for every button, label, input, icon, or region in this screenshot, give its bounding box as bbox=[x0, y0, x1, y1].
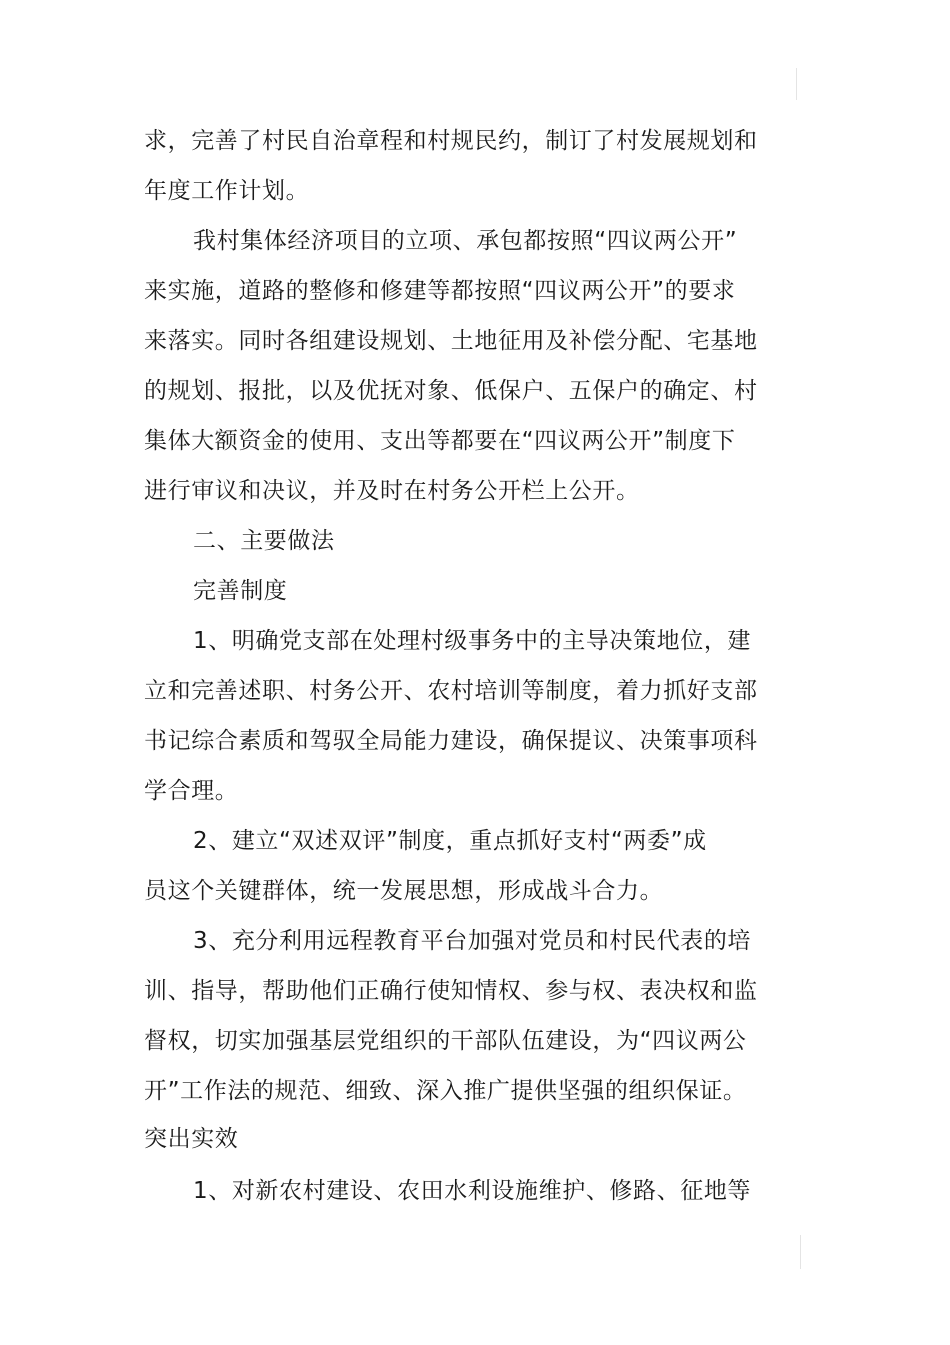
page-margin-mark-bottom bbox=[800, 1235, 801, 1269]
paragraph-start-line: 2、建立“双述双评”制度，重点抓好支村“两委”成 bbox=[193, 828, 707, 854]
body-text-line: 的规划、报批，以及优抚对象、低保户、五保户的确定、村 bbox=[144, 378, 758, 404]
paragraph-start-line: 我村集体经济项目的立项、承包都按照“四议两公开” bbox=[193, 228, 738, 254]
paragraph-start-line: 3、充分利用远程教育平台加强对党员和村民代表的培 bbox=[193, 928, 752, 954]
body-text-line: 求，完善了村民自治章程和村规民约，制订了村发展规划和 bbox=[144, 128, 758, 154]
body-text-line: 年度工作计划。 bbox=[144, 178, 310, 204]
page-margin-mark-top bbox=[796, 68, 797, 100]
subsection-heading: 完善制度 bbox=[193, 578, 288, 604]
body-text-line: 进行审议和决议，并及时在村务公开栏上公开。 bbox=[144, 478, 640, 504]
subsection-heading: 突出实效 bbox=[144, 1126, 239, 1152]
body-text-line: 训、指导，帮助他们正确行使知情权、参与权、表决权和监 bbox=[144, 978, 758, 1004]
section-heading: 二、主要做法 bbox=[193, 528, 335, 554]
paragraph-start-line: 1、对新农村建设、农田水利设施维护、修路、征地等 bbox=[193, 1178, 752, 1204]
body-text-line: 来实施，道路的整修和修建等都按照“四议两公开”的要求 bbox=[144, 278, 736, 304]
paragraph-start-line: 1、明确党支部在处理村级事务中的主导决策地位，建 bbox=[193, 628, 752, 654]
body-text-line: 员这个关键群体，统一发展思想，形成战斗合力。 bbox=[144, 878, 664, 904]
body-text-line: 书记综合素质和驾驭全局能力建设，确保提议、决策事项科 bbox=[144, 728, 758, 754]
body-text-line: 来落实。同时各组建设规划、土地征用及补偿分配、宅基地 bbox=[144, 328, 758, 354]
body-text-line: 学合理。 bbox=[144, 778, 239, 804]
body-text-line: 立和完善述职、村务公开、农村培训等制度，着力抓好支部 bbox=[144, 678, 758, 704]
body-text-line: 开”工作法的规范、细致、深入推广提供坚强的组织保证。 bbox=[144, 1078, 747, 1104]
body-text-line: 集体大额资金的使用、支出等都要在“四议两公开”制度下 bbox=[144, 428, 736, 454]
body-text-line: 督权，切实加强基层党组织的干部队伍建设，为“四议两公 bbox=[144, 1028, 747, 1054]
